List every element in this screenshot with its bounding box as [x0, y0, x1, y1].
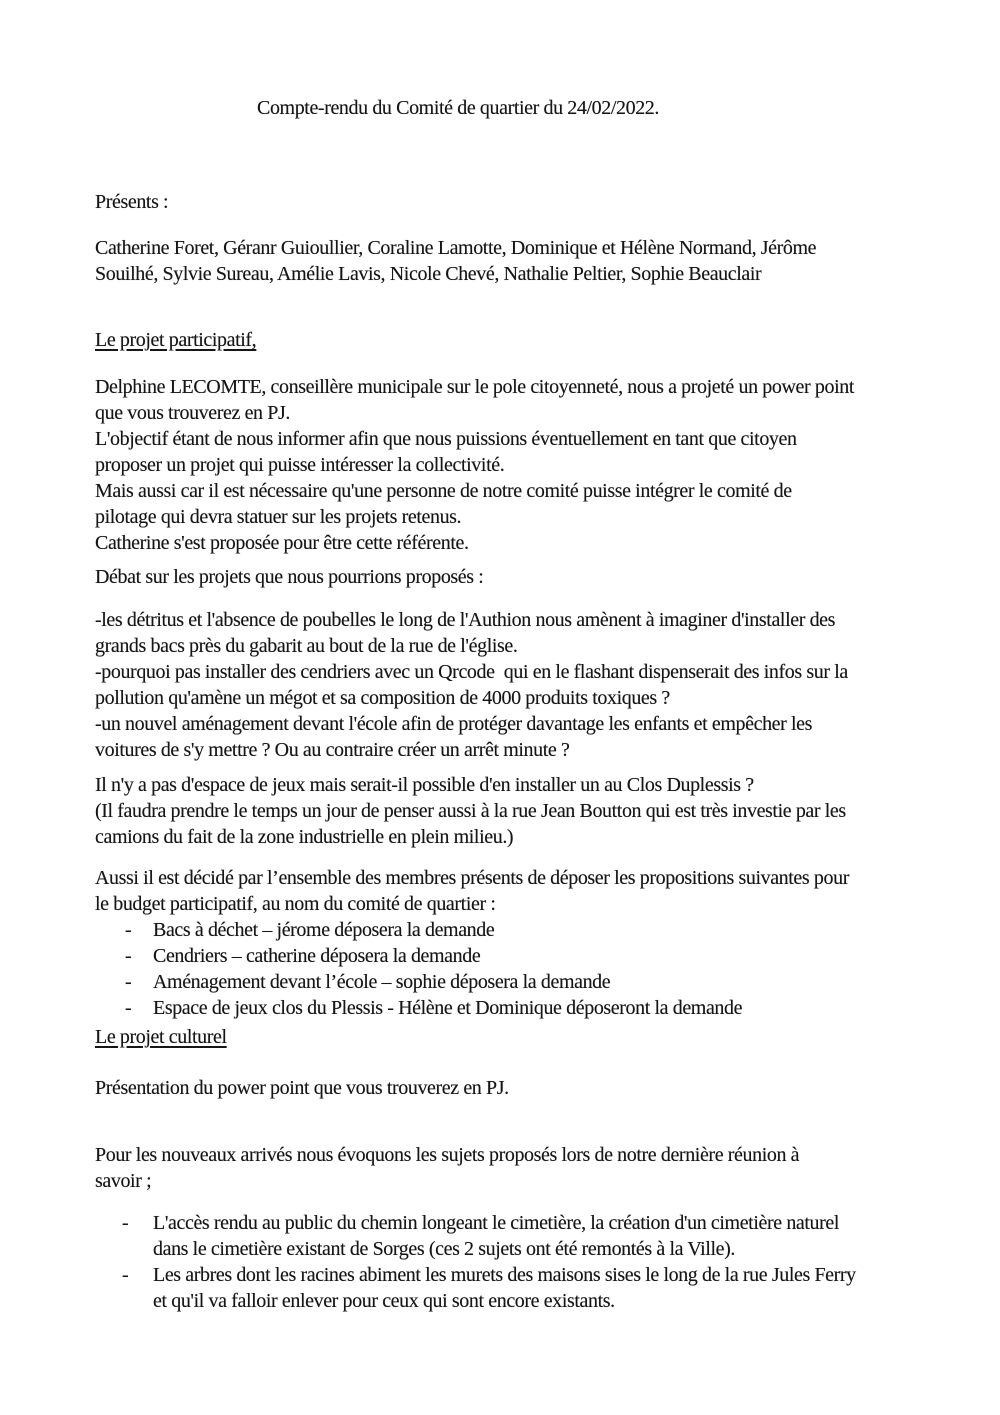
paragraph-line: que vous trouverez en PJ. [95, 402, 290, 424]
paragraph-line: pollution qu'amène un mégot et sa composition de 4000 produits toxiques ? [95, 687, 670, 709]
proposal-item [95, 995, 1000, 1021]
paragraph-line: Catherine s'est proposée pour être cette référente. [95, 532, 469, 554]
paragraph-line: (Il faudra prendre le temps un jour de penser aussi à la rue Jean Boutton qui est très investie par les [95, 800, 846, 822]
section-heading-projet-participatif: Le projet participatif, [95, 329, 257, 351]
proposal-item [95, 943, 1000, 969]
proposal-text: Bacs à déchet – jérome déposera la demande [153, 919, 495, 941]
dash-bullet-icon: - [122, 1212, 129, 1234]
paragraph-line: savoir ; [95, 1170, 152, 1192]
topic-item [95, 1210, 1000, 1262]
dash-bullet-icon: - [125, 919, 132, 941]
proposal-text: Aménagement devant l’école – sophie déposera la demande [153, 971, 611, 993]
document-title: Compte-rendu du Comité de quartier du 24/02/2022. [257, 97, 659, 119]
topic-line: et qu'il va falloir enlever pour ceux qui sont encore existants. [153, 1290, 615, 1312]
proposals-list [95, 917, 1000, 1021]
paragraph-line: L'objectif étant de nous informer afin que nous puissions éventuellement en tant que citoyen [95, 428, 797, 450]
proposal-text: Cendriers – catherine déposera la demande [153, 945, 481, 967]
topic-item [95, 1262, 1000, 1314]
participatory-intro-paragraph [95, 374, 1000, 556]
paragraph-line: pilotage qui devra statuer sur les projets retenus. [95, 506, 462, 528]
recap-paragraph [95, 1142, 1000, 1194]
paragraph-line: Delphine LECOMTE, conseillère municipale sur le pole citoyenneté, nous a projeté un power point [95, 376, 854, 398]
paragraph-line: voitures de s'y mettre ? Ou au contraire créer un arrêt minute ? [95, 739, 570, 761]
debate-ideas-paragraph [95, 607, 1000, 763]
decision-paragraph [95, 865, 1000, 917]
proposal-item [95, 917, 1000, 943]
topic-line: L'accès rendu au public du chemin longeant le cimetière, la création d'un cimetière naturel [153, 1212, 840, 1234]
section-heading-projet-culturel: Le projet culturel [95, 1026, 227, 1048]
paragraph-line: camions du fait de la zone industrielle en plein milieu.) [95, 826, 514, 848]
paragraph-line: -pourquoi pas installer des cendriers avec un Qrcode qui en le flashant dispenserait des infos sur la [95, 661, 848, 683]
paragraph-line: le budget participatif, au nom du comité de quartier : [95, 893, 496, 915]
paragraph-line: grands bacs près du gabarit au bout de la rue de l'église. [95, 635, 518, 657]
dash-bullet-icon: - [122, 1264, 129, 1286]
paragraph-line: Il n'y a pas d'espace de jeux mais serait-il possible d'en installer un au Clos Duplessis ? [95, 774, 754, 796]
paragraph-line: Pour les nouveaux arrivés nous évoquons les sujets proposés lors de notre dernière réunion à [95, 1144, 800, 1166]
paragraph-line: Aussi il est décidé par l’ensemble des membres présents de déposer les propositions suivantes pour [95, 867, 849, 889]
playground-paragraph [95, 772, 1000, 850]
paragraph-line: proposer un projet qui puisse intéresser la collectivité. [95, 454, 505, 476]
paragraph-line: -un nouvel aménagement devant l'école afin de protéger davantage les enfants et empêcher les [95, 713, 813, 735]
topic-line: Les arbres dont les racines abiment les murets des maisons sises le long de la rue Jules Ferry [153, 1264, 856, 1286]
attendees-paragraph [95, 235, 1000, 287]
topics-list [95, 1210, 1000, 1314]
dash-bullet-icon: - [125, 945, 132, 967]
paragraph-line: -les détritus et l'absence de poubelles le long de l'Authion nous amènent à imaginer d'installer des [95, 609, 836, 631]
dash-bullet-icon: - [125, 997, 132, 1019]
debate-intro-label: Débat sur les projets que nous pourrions proposés : [95, 566, 484, 588]
attendees-line: Souilhé, Sylvie Sureau, Amélie Lavis, Nicole Chevé, Nathalie Peltier, Sophie Beauclair [95, 263, 762, 285]
dash-bullet-icon: - [125, 971, 132, 993]
proposal-text: Espace de jeux clos du Plessis - Hélène et Dominique déposeront la demande [153, 997, 743, 1019]
attendees-line: Catherine Foret, Géranr Guioullier, Coraline Lamotte, Dominique et Hélène Normand, Jérôme [95, 237, 817, 259]
topic-line: dans le cimetière existant de Sorges (ces 2 sujets ont été remontés à la Ville). [153, 1238, 735, 1260]
presentation-line: Présentation du power point que vous trouverez en PJ. [95, 1077, 509, 1099]
paragraph-line: Mais aussi car il est nécessaire qu'une personne de notre comité puisse intégrer le comité de [95, 480, 792, 502]
proposal-item [95, 969, 1000, 995]
presents-label: Présents : [95, 191, 169, 213]
